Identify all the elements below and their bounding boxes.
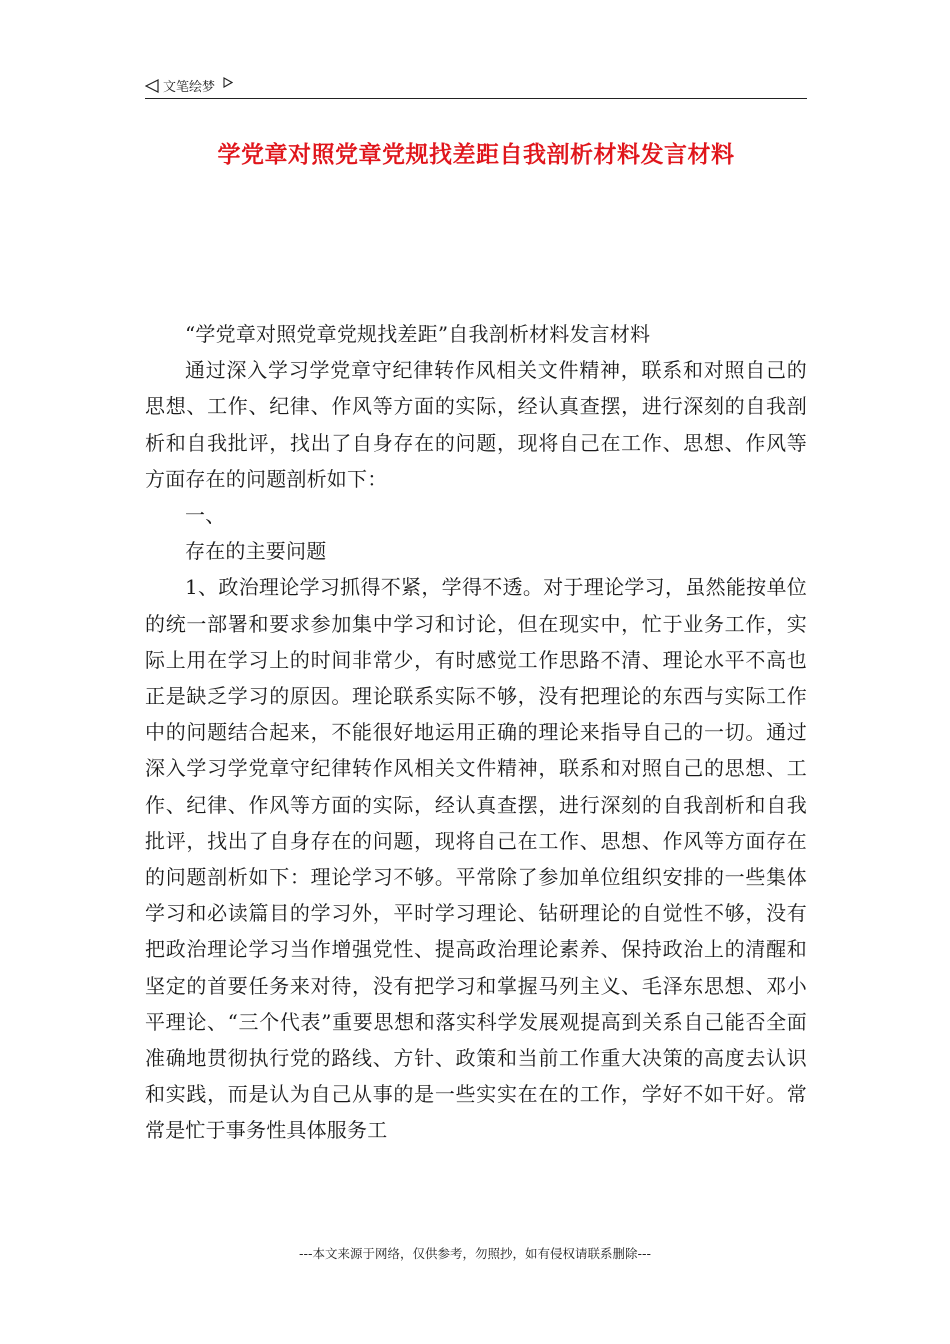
header-brand: 文笔绘梦 <box>163 80 216 95</box>
section-number: 一、 <box>185 503 226 528</box>
triangle-right-icon <box>223 77 233 88</box>
footer-notice: ---本文来源于网络，仅供参考，勿照抄，如有侵权请联系删除--- <box>298 1246 652 1261</box>
body-subtitle: “学党章对照党章党规找差距”自我剖析材料发言材料 <box>185 322 651 346</box>
triangle-left-icon <box>145 79 159 93</box>
page-header <box>145 72 807 99</box>
document-title: 学党章对照党章党规找差距自我剖析材料发言材料 <box>217 142 735 168</box>
document-body <box>145 316 807 1149</box>
body-paragraph-intro: 通过深入学习学党章守纪律转作风相关文件精神，联系和对照自己的思想、工作、纪律、作风等方面的实际，经认真查摆，进行深刻的自我剖析和自我批评，找出了自身存在的问题，现将自己在工作、思想、作风等方面存在的问题剖析如下： <box>145 358 807 491</box>
section-heading: 存在的主要问题 <box>185 539 327 564</box>
body-paragraph-1: 1、政治理论学习抓得不紧，学得不透。对于理论学习，虽然能按单位的统一部署和要求参加集中学习和讨论，但在现实中，忙于业务工作，实际上用在学习上的时间非常少，有时感觉工作思路不清、理论水平不高也正是缺乏学习的原因。理论联系实际不够，没有把理论的东西与实际工作中的问题结合起来，不能很好地运用正确的理论来指导自己的一切。通过深入学习学党章守纪律转作风相关文件精神，联系和对照自己的思想、工作、纪律、作风等方面的实际，经认真查摆，进行深刻的自我剖析和自我批评，找出了自身存在的问题，现将自己在工作、思想、作风等方面存在的问题剖析如下：理论学习不够。平常除了参加单位组织安排的一些集体学习和必读篇目的学习外，平时学习理论、钻研理论的自觉性不够，没有把政治理论学习当作增强党性、提高政治理论素养、保持政治上的清醒和坚定的首要任务来对待，没有把学习和掌握马列主义、毛泽东思想、邓小平理论、“三个代表”重要思想和落实科学发展观提高到关系自己能否全面准确地贯彻执行党的路线、方针、政策和当前工作重大决策的高度去认识和实践，而是认为自己从事的是一些实实在在的工作，学好不如干好。常常是忙于事务性具体服务工 <box>145 575 807 1143</box>
header-brand-row <box>145 76 233 95</box>
